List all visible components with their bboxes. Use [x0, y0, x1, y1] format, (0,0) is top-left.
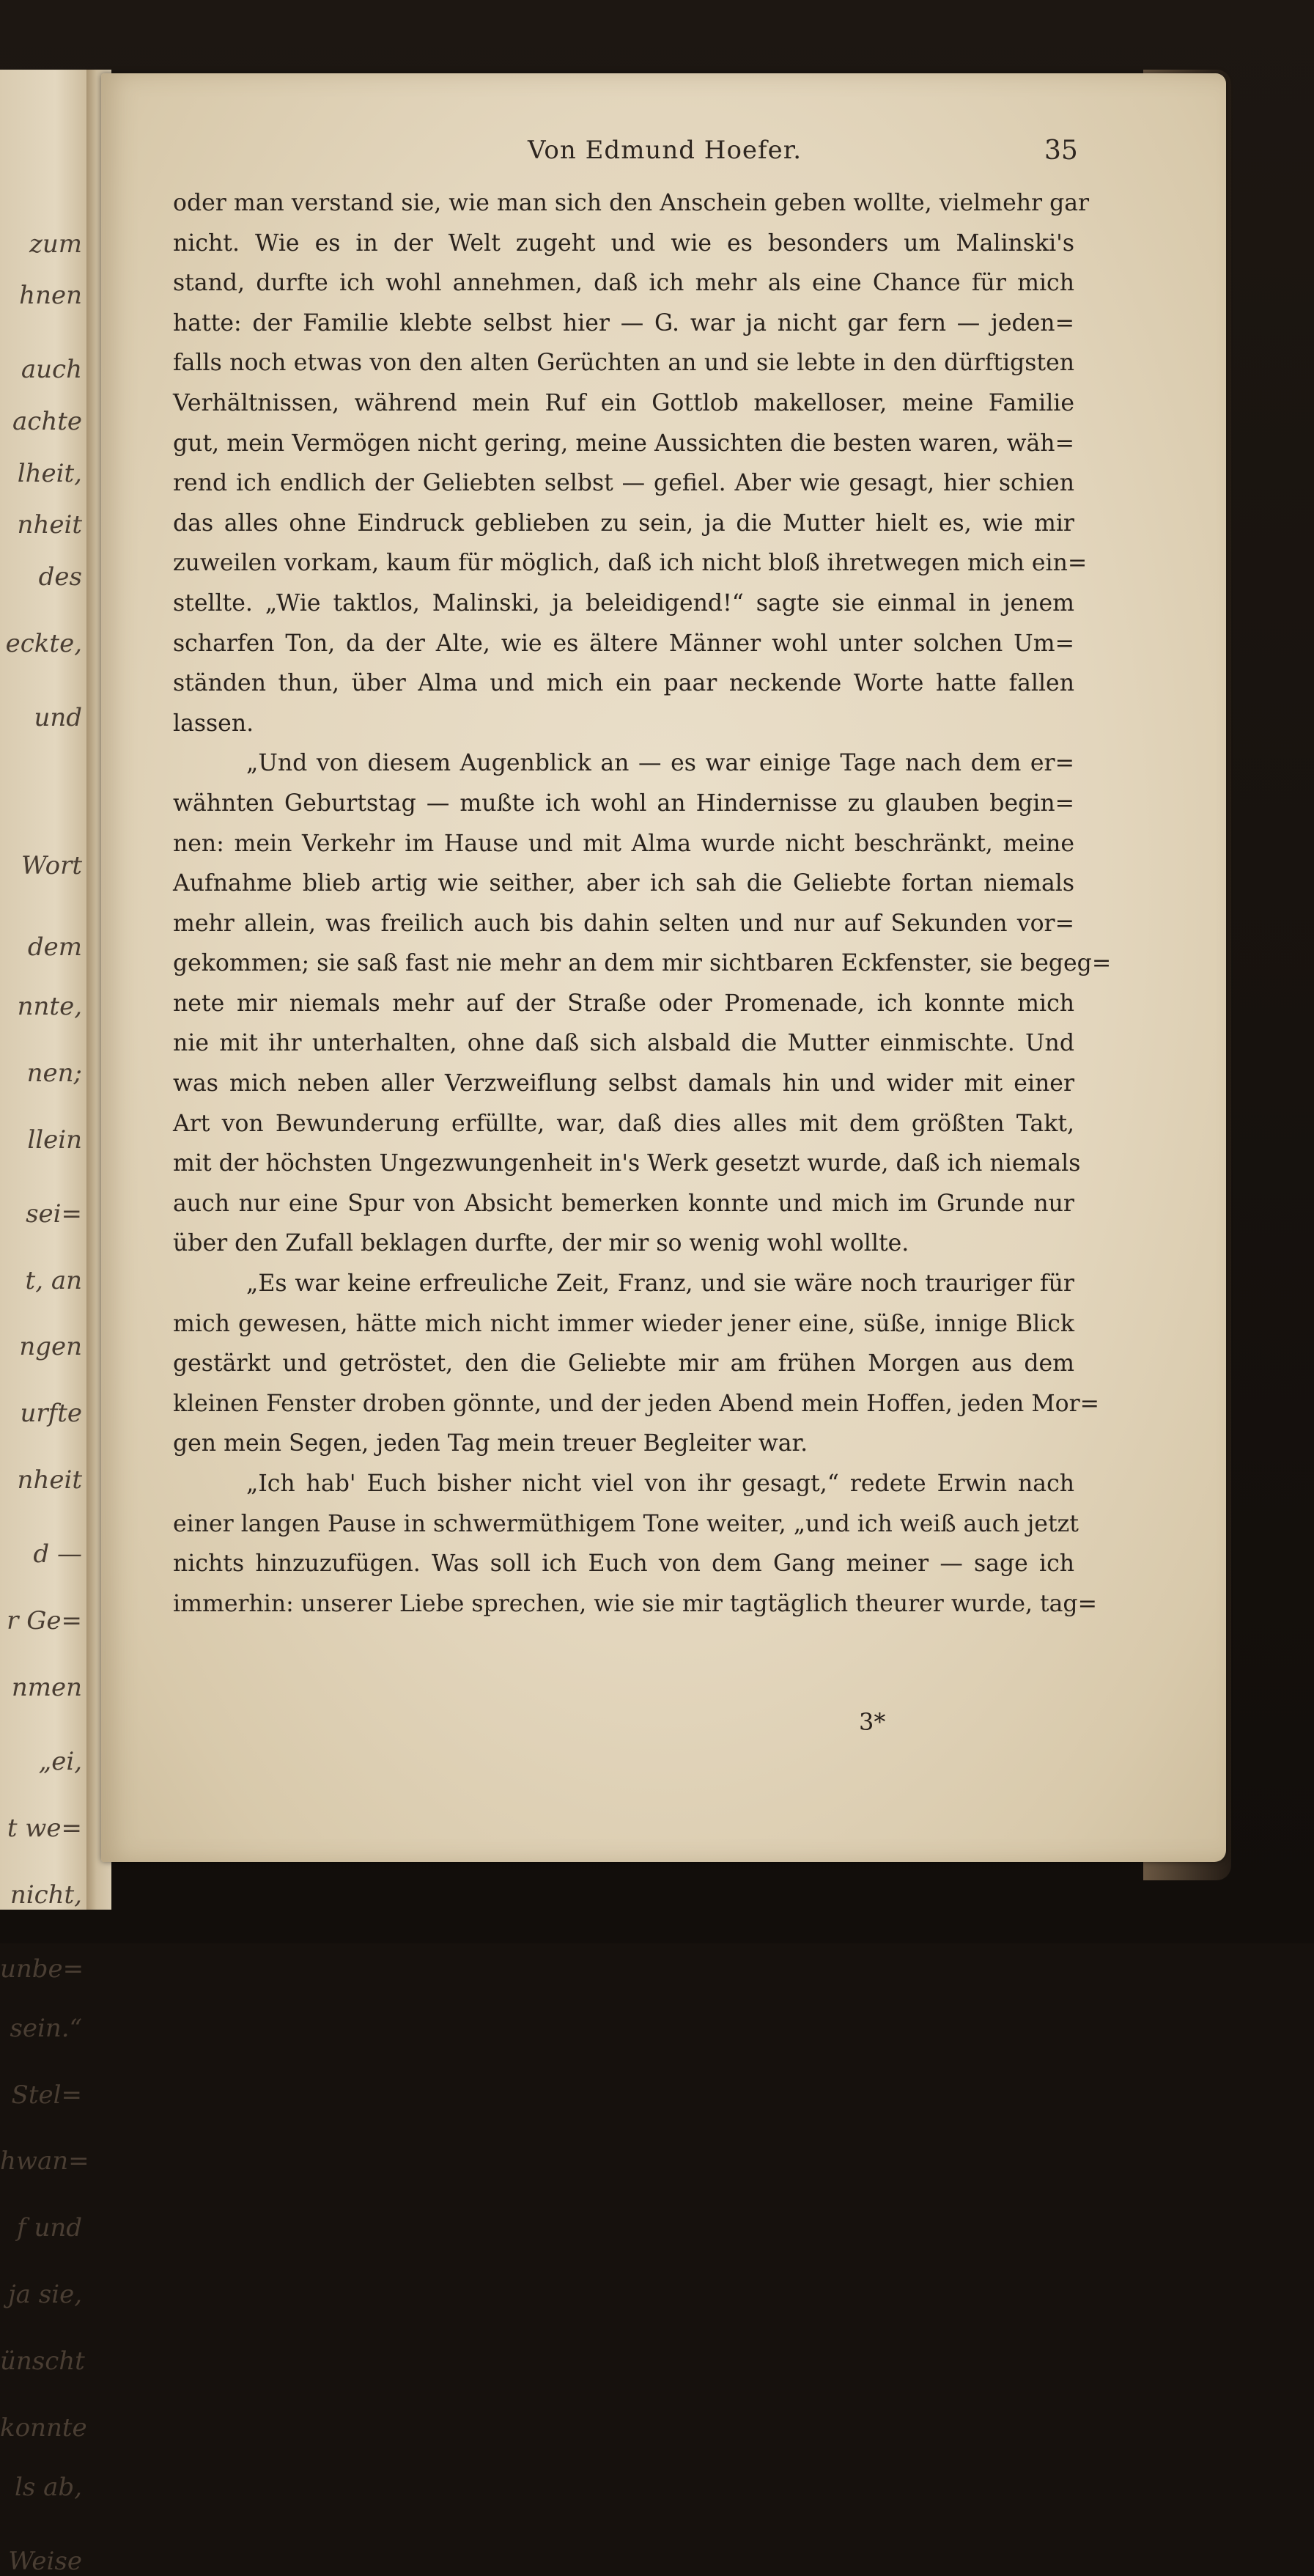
- text-line: immerhin: unserer Liebe sprechen, wie sie mir tagtäglich theurer wurde, tag=: [173, 1590, 1097, 1617]
- text-line: nicht. Wie es in der Welt zugeht und wie es besonders um Malinski's: [173, 229, 1074, 257]
- text-line: Verhältnissen, während mein Ruf ein Gottlob makelloser, meine Familie: [173, 389, 1074, 416]
- left-page-fragment: d —: [33, 1539, 82, 1569]
- left-page-fragment: ja sie,: [8, 2280, 82, 2310]
- text-line: „Und von diesem Augenblick an — es war einige Tage nach dem er=: [246, 750, 1074, 777]
- text-line: scharfen Ton, da der Alte, wie es ältere Männer wohl unter solchen Um=: [173, 630, 1074, 657]
- text-line: lassen.: [173, 710, 254, 737]
- text-line: „Ich hab' Euch bisher nicht viel von ihr gesagt,“ redete Erwin nach: [246, 1471, 1074, 1497]
- left-page-fragment: konnte: [0, 2413, 87, 2443]
- text-line: nichts hinzuzufügen. Was soll ich Euch von dem Gang meiner — sage ich: [173, 1550, 1074, 1578]
- left-page-fragment: auch: [21, 355, 82, 385]
- left-page-fragment: sei=: [26, 1199, 82, 1229]
- left-page-fragment: ünscht: [0, 2347, 85, 2377]
- left-page-fragment: sein.“: [10, 2013, 82, 2043]
- left-page-fragment: Wort: [21, 850, 82, 880]
- left-page-fragment: ngen: [19, 1332, 82, 1362]
- text-line: gut, mein Vermögen nicht gering, meine Aussichten die besten waren, wäh=: [173, 430, 1074, 457]
- left-page-fragment: zum: [29, 229, 82, 259]
- text-line: einer langen Pause in schwermüthigem Tone weiter, „und ich weiß auch jetzt: [173, 1510, 1079, 1537]
- printer-signature: 3*: [859, 1708, 886, 1736]
- text-line: Art von Bewunderung erfüllte, war, daß dies alles mit dem größten Takt,: [173, 1110, 1074, 1137]
- left-page-fragment: f und: [17, 2213, 82, 2243]
- left-page-fragment: Weise: [8, 2546, 82, 2576]
- left-page-fragment: hwan=: [0, 2146, 89, 2176]
- text-line: nete mir niemals mehr auf der Straße oder Promenade, ich konnte mich: [173, 990, 1074, 1017]
- text-line: wähnten Geburtstag — mußte ich wohl an Hindernisse zu glauben begin=: [173, 790, 1074, 817]
- left-page-fragment: „ei,: [38, 1747, 82, 1776]
- left-page-fragment: nheit: [17, 510, 82, 540]
- text-line: rend ich endlich der Geliebten selbst — gefiel. Aber wie gesagt, hier schien: [173, 470, 1074, 497]
- text-line: mit der höchsten Ungezwungenheit in's Werk gesetzt wurde, daß ich niemals: [173, 1150, 1081, 1177]
- text-line: gestärkt und getröstet, den die Geliebte mir am frühen Morgen aus dem: [173, 1350, 1074, 1377]
- left-page-fragment: urfte: [20, 1399, 82, 1429]
- text-line: zuweilen vorkam, kaum für möglich, daß ich nicht bloß ihretwegen mich ein=: [173, 550, 1088, 577]
- left-page-fragment: t, an: [25, 1265, 82, 1295]
- text-line: über den Zufall beklagen durfte, der mir so wenig wohl wollte.: [173, 1230, 909, 1257]
- left-page-fragment: nen;: [26, 1058, 82, 1088]
- text-line: nen: mein Verkehr im Hause und mit Alma wurde nicht beschränkt, meine: [173, 830, 1074, 857]
- text-line: mich gewesen, hätte mich nicht immer wieder jener eine, süße, innige Blick: [173, 1310, 1074, 1337]
- left-page-fragment: hnen: [19, 281, 82, 311]
- text-line: stellte. „Wie taktlos, Malinski, ja beleidigend!“ sagte sie einmal in jenem: [173, 589, 1074, 617]
- left-page-fragment: r Ge=: [7, 1606, 82, 1636]
- left-page-fragment: und: [34, 702, 82, 732]
- left-page-fragment: eckte,: [5, 628, 82, 658]
- left-page-fragment: nheit: [17, 1465, 82, 1495]
- left-page-fragment: dem: [27, 932, 82, 962]
- text-line: ständen thun, über Alma und mich ein paar neckende Worte hatte fallen: [173, 670, 1074, 697]
- left-page-fragment: lheit,: [17, 458, 82, 488]
- page-number: 35: [1044, 136, 1078, 166]
- left-page-fragment: nicht,: [10, 1880, 82, 1910]
- running-head: Von Edmund Hoefer.: [528, 136, 802, 165]
- text-line: hatte: der Familie klebte selbst hier — G. war ja nicht gar fern — jeden=: [173, 309, 1074, 336]
- text-line: stand, durfte ich wohl annehmen, daß ich mehr als eine Chance für mich: [173, 270, 1074, 297]
- text-line: „Es war keine erfreuliche Zeit, Franz, und sie wäre noch trauriger für: [246, 1270, 1074, 1298]
- left-page-fragment: des: [38, 562, 82, 592]
- left-page-fragment: Stel=: [11, 2080, 82, 2110]
- left-page-fragment: nmen: [11, 1673, 82, 1702]
- text-line: nie mit ihr unterhalten, ohne daß sich alsbald die Mutter einmischte. Und: [173, 1030, 1074, 1057]
- text-line: was mich neben aller Verzweiflung selbst damals hin und wider mit einer: [173, 1070, 1074, 1097]
- left-page-fragment: nnte,: [17, 991, 82, 1021]
- text-line: gekommen; sie saß fast nie mehr an dem mir sichtbaren Eckfenster, sie begeg=: [173, 950, 1112, 977]
- text-line: das alles ohne Eindruck geblieben zu sein, ja die Mutter hielt es, wie mir: [173, 509, 1074, 537]
- body-text: [173, 183, 1112, 1624]
- text-line: oder man verstand sie, wie man sich den Anschein geben wollte, vielmehr gar: [173, 190, 1090, 216]
- text-line: gen mein Segen, jeden Tag mein treuer Begleiter war.: [173, 1430, 808, 1457]
- text-line: kleinen Fenster droben gönnte, und der jeden Abend mein Hoffen, jeden Mor=: [173, 1390, 1100, 1417]
- left-page-fragment: t we=: [7, 1813, 82, 1843]
- text-line: auch nur eine Spur von Absicht bemerken konnte und mich im Grunde nur: [173, 1190, 1074, 1217]
- text-line: mehr allein, was freilich auch bis dahin selten und nur auf Sekunden vor=: [173, 910, 1074, 937]
- left-page-fragment: llein: [27, 1125, 82, 1155]
- left-page-fragment: unbe=: [0, 1954, 84, 1984]
- left-page-fragment: ls ab,: [15, 2472, 82, 2502]
- text-line: Aufnahme blieb artig wie seither, aber ich sah die Geliebte fortan niemals: [173, 870, 1074, 897]
- text-line: falls noch etwas von den alten Gerüchten an und sie lebte in den dürftigsten: [173, 350, 1074, 377]
- left-page-fragment: achte: [12, 406, 82, 436]
